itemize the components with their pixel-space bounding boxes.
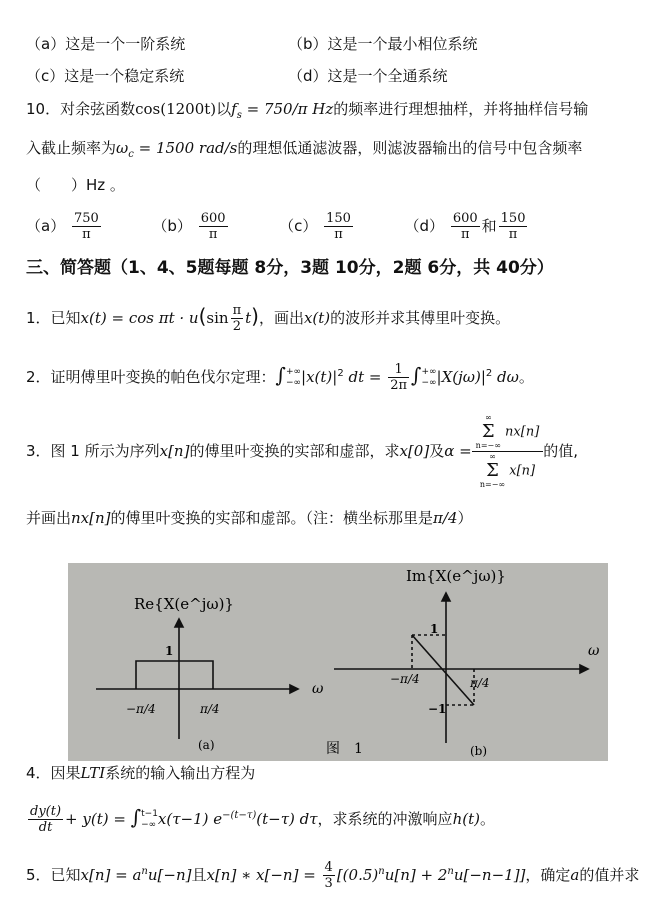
q10-opt-d-num2: 150	[500, 211, 526, 226]
q3-ratio	[472, 413, 544, 490]
q2-lim-lo2: −∞	[421, 377, 437, 388]
plot-a-omega: ω	[312, 681, 324, 697]
q2-frac	[388, 362, 409, 393]
q10-text4: 入截止频率为	[26, 139, 117, 157]
plot-a-rect	[136, 661, 213, 689]
q4-lti: LTI	[80, 764, 106, 782]
q3-sum-lo1: n=−∞	[475, 441, 501, 450]
q2-abs-x: |x(t)|	[301, 368, 338, 386]
q10-text: 10．对余弦函数	[26, 100, 136, 118]
plot-b	[334, 593, 588, 743]
q1-paren-open: (	[198, 304, 207, 328]
q4-lim-lo: −∞	[141, 819, 157, 830]
q10-opt-a-label: （a）	[26, 217, 66, 235]
q10-opt-c-label: （c）	[279, 217, 318, 235]
q5-a: a	[570, 866, 580, 884]
figure-1	[68, 563, 608, 761]
q4-ht: h(t)	[452, 810, 480, 828]
q10-opt-d-frac1	[451, 211, 480, 242]
q5-frac	[323, 860, 335, 891]
q10-cos: cos(1200t)	[135, 100, 217, 118]
section-title: 三、简答题（1、4、5题每题 8分，3题 10分，2题 6分，共 40分）	[26, 258, 554, 278]
q10-opt-a-den: π	[72, 226, 101, 242]
q2-line	[26, 354, 534, 394]
q2-limits1	[286, 367, 301, 389]
q10-omega-val: = 1500 rad/s	[133, 139, 238, 157]
q10-opt-d-num1: 600	[452, 211, 478, 226]
q10-opt-c-frac	[324, 211, 353, 242]
figure-svg	[68, 563, 608, 761]
q5-frac-n: 4	[324, 860, 333, 875]
q3-sum-num	[476, 413, 501, 451]
q10-fs-val: = 750/π Hz	[241, 100, 334, 118]
q3-nxn: nx[n]	[71, 509, 111, 527]
q3-sum-up2: ∞	[489, 452, 496, 461]
q4-exp: −(t−τ)	[222, 810, 257, 821]
q3-line2	[26, 508, 473, 528]
q9-option-d: （d）这是一个全通系统	[288, 67, 448, 85]
q2-period: 。	[518, 368, 534, 386]
q2-text: 2．证明傅里叶变换的帕色伐尔定理：	[26, 368, 276, 386]
plot-b-x-arrow	[580, 665, 588, 673]
plot-a-pos: π/4	[200, 702, 220, 716]
plot-b-title: Im{X(e^jω)}	[406, 567, 506, 585]
q1-xt: x(t)	[303, 309, 331, 327]
q4-text2: 系统的输入输出方程为	[105, 764, 256, 782]
q5-u: u[−n]	[147, 866, 192, 884]
q4-frac-n: dy(t)	[30, 804, 62, 819]
q4-text: 4．因果	[26, 764, 81, 782]
q1-t: t	[245, 309, 252, 327]
q3-text: 3．图 1 所示为序列	[26, 442, 160, 460]
q3-sum-lo2: n=−∞	[479, 480, 506, 489]
q4-integrand: x(τ−1) e	[157, 810, 223, 828]
q5-br2: u[n] + 2	[384, 866, 448, 884]
q5-sup-n3: n	[447, 866, 454, 877]
q10-line1	[26, 99, 588, 126]
plot-a-title: Re{X(e^jω)}	[134, 595, 234, 613]
q4-period: 。	[479, 810, 495, 828]
q1-frac-d: 2	[231, 318, 244, 334]
q3-den: x[n]	[509, 463, 536, 479]
plot-a-one: 1	[165, 644, 174, 658]
q10-opt-d-frac2	[499, 211, 528, 242]
q2-lim-up2: +∞	[421, 366, 437, 377]
q4-line2	[26, 792, 495, 840]
q10-opt-c-num: 150	[326, 211, 351, 226]
q5-and: 且	[191, 866, 207, 884]
q2-dt: dt =	[343, 368, 387, 386]
q10-omega: ω	[116, 139, 129, 157]
q10-opt-a-frac	[72, 211, 101, 242]
q2-lim-lo1: −∞	[285, 377, 302, 388]
plot-b-neg-one: −1	[428, 702, 447, 716]
q10-line2	[26, 138, 582, 165]
q5-line	[26, 852, 639, 892]
q5-br1: [(0.5)	[336, 866, 379, 884]
q9-option-c: （c）这是一个稳定系统	[26, 67, 185, 85]
q10-opt-b-label: （b）	[152, 217, 192, 235]
q3-text2: 的傅里叶变换的实部和虚部，求	[189, 442, 400, 460]
plot-a-neg: −π/4	[126, 702, 156, 716]
q2-integral1: ∫	[275, 363, 286, 387]
q5-text2: ，确定	[525, 866, 571, 884]
q2-sq2: 2	[485, 368, 493, 379]
plot-b-pos: π/4	[470, 676, 490, 690]
q5-sup-n: n	[141, 866, 148, 877]
q4-integral: ∫	[130, 805, 142, 829]
q10-omega-sub: c	[128, 149, 134, 160]
q10-opt-d-and: 和	[481, 217, 497, 235]
q3-denominator	[472, 451, 544, 490]
q10-opt-d-den1: π	[451, 226, 480, 242]
q10-fs: f	[231, 100, 237, 118]
q3-text7: ）	[457, 509, 473, 527]
q3-text3: 及	[429, 442, 445, 460]
q1-sin: sin	[206, 309, 229, 327]
q1-paren-close: )	[251, 304, 259, 328]
q3-numerator	[472, 413, 544, 451]
q10-opt-b-den: π	[199, 226, 228, 242]
q9-option-a: （a）这是一个一阶系统	[26, 35, 186, 53]
q3-xn: x[n]	[159, 442, 190, 460]
q4-line1	[26, 763, 255, 783]
q1-line	[26, 298, 510, 334]
q2-frac-n: 1	[394, 362, 403, 377]
q3-text4: 的值,	[543, 442, 579, 460]
q4-text3: ，求系统的冲激响应	[317, 810, 453, 828]
q2-limits2	[421, 367, 436, 389]
q10-text3: 的频率进行理想抽样，并将抽样信号输	[333, 100, 589, 118]
q2-frac-d: 2π	[390, 378, 408, 393]
q3-text5: 并画出	[26, 509, 72, 527]
q3-num: nx[n]	[505, 424, 540, 440]
q10-opt-b-frac	[199, 211, 228, 242]
q3-pi4: π/4	[433, 509, 458, 527]
q10-text2: 以	[216, 100, 232, 118]
q10-options	[26, 206, 529, 246]
q10-opt-c-den: π	[324, 226, 353, 242]
q1-frac	[231, 303, 244, 334]
q3-sum-den	[480, 452, 505, 490]
plot-b-neg: −π/4	[390, 672, 420, 686]
q10-fs-sub: s	[236, 110, 242, 121]
q1-frac-n: π	[232, 303, 242, 318]
q1-expr: x(t) = cos πt · u	[80, 309, 199, 327]
q5-conv: x[n] ∗ x[−n] =	[206, 866, 321, 884]
q3-sigma1: Σ	[481, 421, 495, 442]
q5-br3: u[−n−1]]	[453, 866, 526, 884]
q10-opt-b-num: 600	[200, 211, 226, 226]
plot-a-x-arrow	[290, 685, 298, 693]
q10-opt-d-label: （d）	[404, 217, 445, 235]
q1-text: 1．已知	[26, 309, 81, 327]
q10-line3: （ ）Hz 。	[26, 176, 125, 194]
q2-domega: dω	[492, 368, 519, 386]
q2-lim-up1: +∞	[285, 366, 302, 377]
q5-text: 5．已知	[26, 866, 81, 884]
plot-b-y-arrow	[442, 593, 450, 601]
q1-text2: ，画出	[258, 309, 304, 327]
q1-text3: 的波形并求其傅里叶变换。	[330, 309, 511, 327]
plot-b-caption: (b)	[470, 744, 488, 758]
q2-abs-X: |X(jω)|	[436, 368, 486, 386]
plot-b-one: 1	[430, 622, 439, 636]
q3-text6: 的傅里叶变换的实部和虚部。（注：横坐标那里是	[110, 509, 434, 527]
q4-limits	[141, 809, 158, 831]
plot-b-line	[412, 635, 474, 705]
q2-integral2: ∫	[411, 363, 422, 387]
figure-label: 图 1	[326, 741, 363, 757]
q3-sum-up1: ∞	[484, 413, 492, 422]
q5-text3: 的值并求	[579, 866, 640, 884]
q5-frac-d: 3	[324, 876, 333, 891]
q4-plus-y: + y(t) =	[65, 810, 131, 828]
q3-sigma2: Σ	[486, 460, 499, 481]
q4-frac-d: dt	[28, 819, 63, 835]
q4-lim-up: t−1	[141, 808, 158, 819]
q3-x0: x[0]	[399, 442, 430, 460]
q10-text5: 的理想低通滤波器，则滤波器输出的信号中包含频率	[237, 139, 583, 157]
plot-a-y-arrow	[175, 619, 183, 627]
q9-option-b: （b）这是一个最小相位系统	[288, 35, 478, 53]
q5-xn: x[n] = a	[80, 866, 142, 884]
q4-frac	[28, 804, 63, 835]
plot-a-caption: (a)	[198, 738, 215, 752]
plot-a	[96, 619, 298, 739]
q5-sup-n2: n	[378, 866, 385, 877]
q10-opt-d-den2: π	[499, 226, 528, 242]
q10-opt-a-num: 750	[73, 211, 99, 226]
q3-alpha: α =	[444, 442, 472, 460]
q4-integrand2: (t−τ) dτ	[256, 810, 318, 828]
q3-line1	[26, 410, 578, 492]
q2-sq1: 2	[337, 368, 344, 379]
plot-b-omega: ω	[588, 643, 600, 659]
